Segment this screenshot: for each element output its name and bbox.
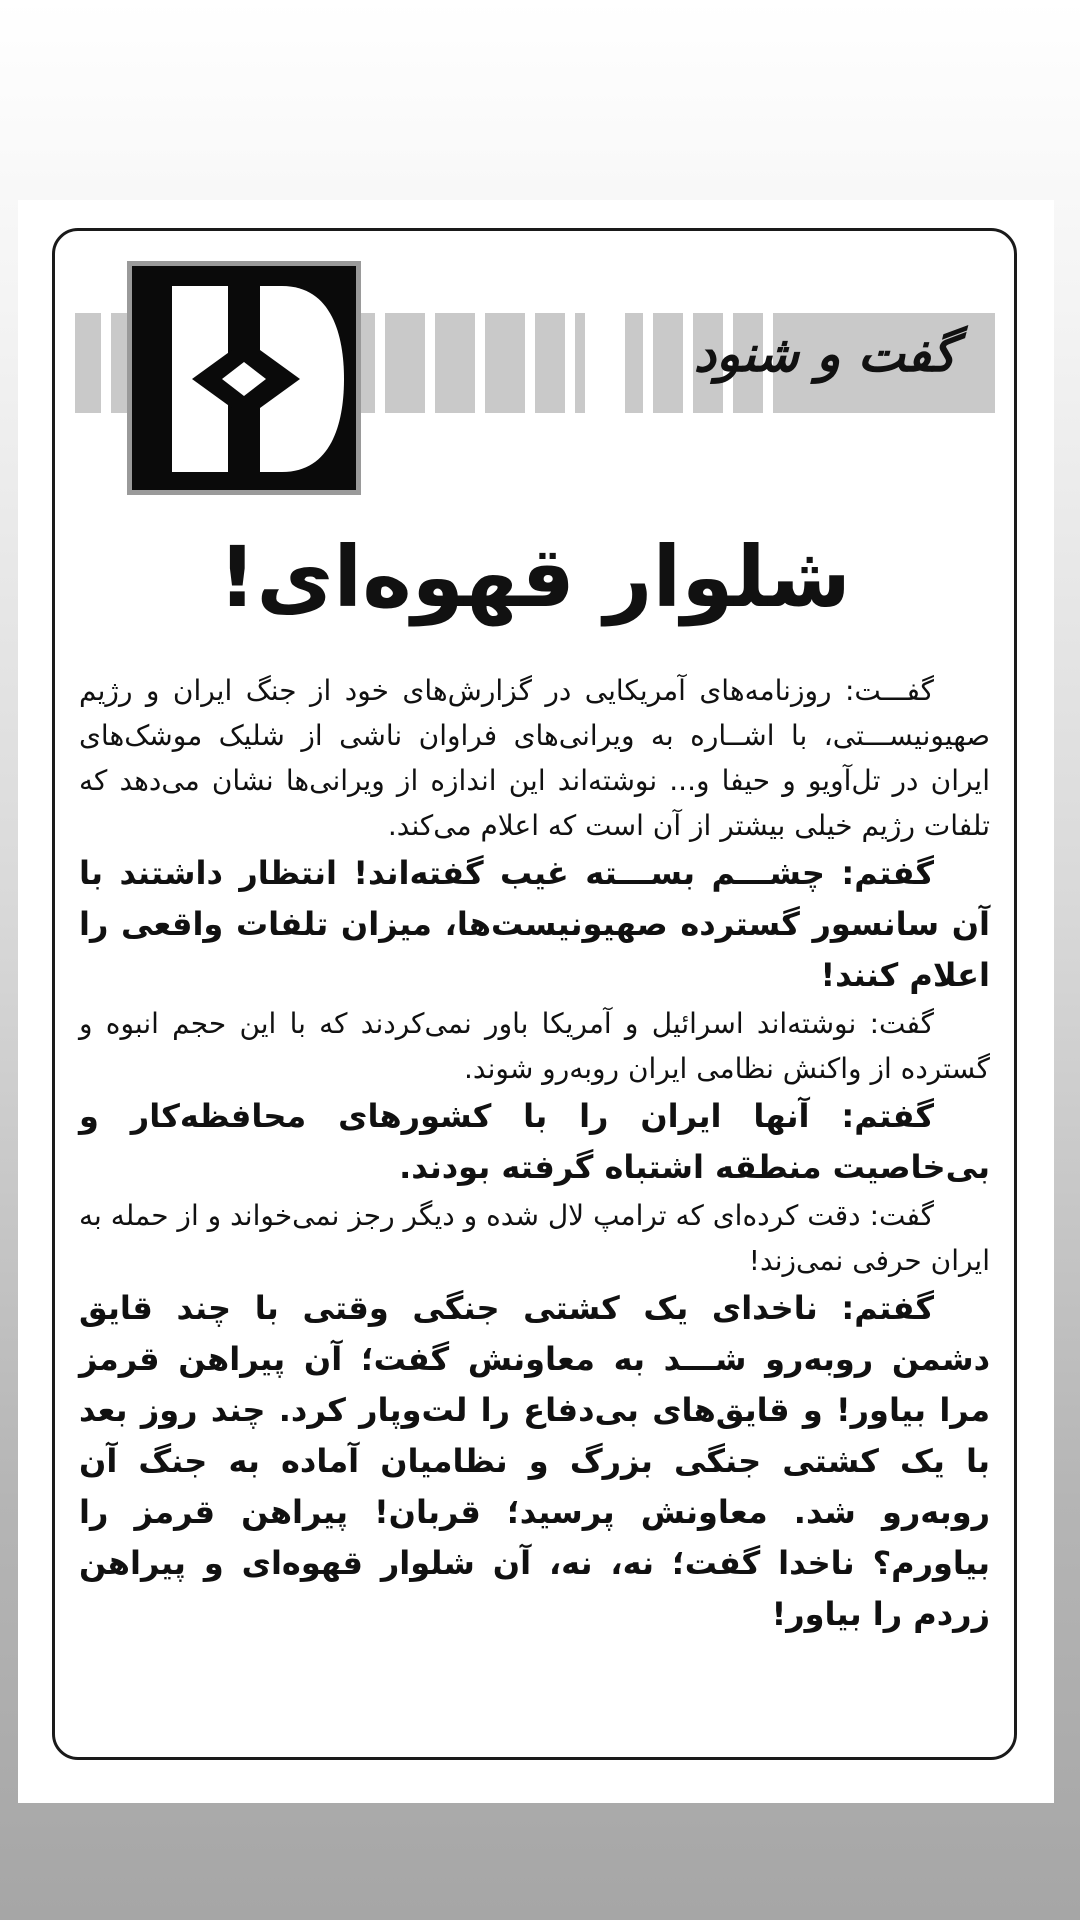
said-paragraph: گفـــت: روزنامه‌های آمریکایی در گزارش‌های خود از جنگ ایران و رژیم صهیونیســـتی، با اشــاره به ویرانی‌های فراوان ناشی از شلیک موشک‌های ایران در تل‌آویو و حیفا و... نوشته‌اند این اندازه از ویرانی‌ها نشان می‌دهد که تلفات رژیم خیلی بیشتر از آن است که اعلام می‌کند.	[79, 674, 990, 842]
article-body	[79, 668, 990, 1640]
column-title: گفت و شنود	[693, 325, 956, 383]
said-paragraph: گفت: نوشته‌اند اسرائیل و آمریکا باور نمی‌کردند که با این حجم انبوه و گسترده از واکنش نظامی ایران روبه‌رو شوند.	[79, 1007, 990, 1085]
headline: شلوار قهوه‌ای!	[218, 528, 851, 626]
double-arrow-logo-icon	[127, 261, 361, 495]
said-paragraph: گفت: دقت کرده‌ای که ترامپ لال شده و دیگر رجز نمی‌خواند و از حمله به ایران حرفی نمی‌زند!	[79, 1199, 990, 1277]
reply-paragraph: گفتم: چشـــم بســـته غیب گفته‌اند! انتظار داشتند با آن سانسور گسترده صهیونیست‌ها، میزان تلفات واقعی را اعلام کنند!	[79, 854, 990, 994]
reply-paragraph: گفتم: ناخدای یک کشتی جنگی وقتی با چند قایق دشمن روبه‌رو شـــد به معاونش گفت؛ آن پیراهن قرمز مرا بیاور! و قایق‌های بی‌دفاع را لت‌وپار کرد. چند روز بعد با یک کشتی جنگی بزرگ و نظامیان آماده به جنگ آن روبه‌رو شد. معاونش پرسید؛ قربان! پیراهن قرمز را بیاورم؟ ناخدا گفت؛ نه، نه، آن شلوار قهوه‌ای و پیراهن زردم را بیاور!	[79, 1289, 990, 1633]
reply-paragraph: گفتم: آنها ایران را با کشورهای محافظه‌کار و بی‌خاصیت منطقه اشتباه گرفته بودند.	[79, 1097, 990, 1186]
column-frame	[52, 228, 1017, 1760]
newspaper-clipping	[18, 200, 1054, 1803]
